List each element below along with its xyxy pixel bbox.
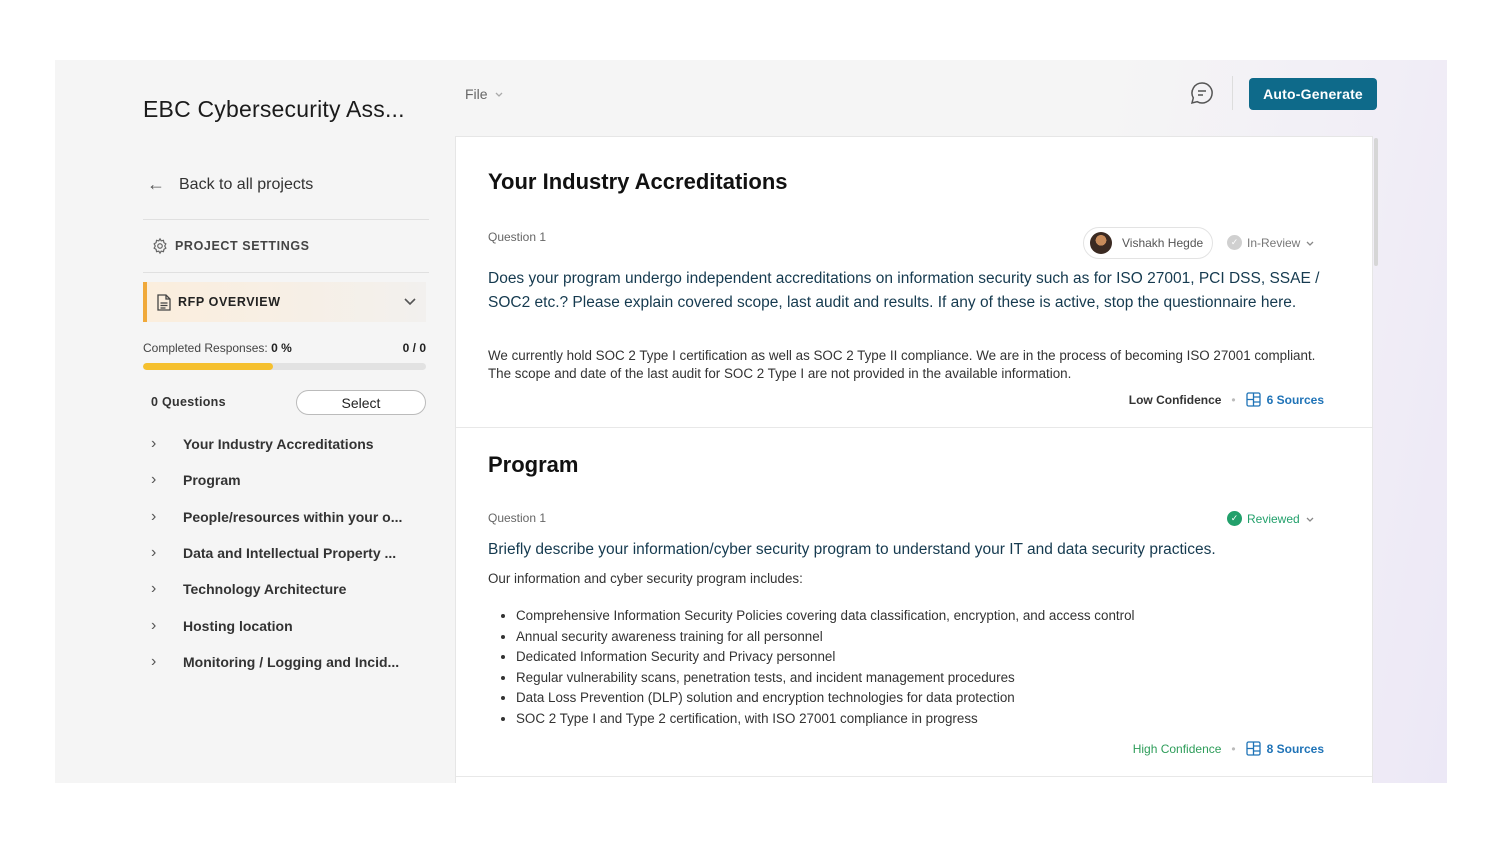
answer-bullet: • Annual security awareness training for all personnel xyxy=(516,627,1316,648)
chevron-down-icon xyxy=(1305,238,1315,248)
confidence-label: High Confidence xyxy=(1132,741,1222,756)
confidence-label: Low Confidence xyxy=(1128,392,1222,407)
completed-responses xyxy=(143,341,426,355)
chevron-right-icon: › xyxy=(151,616,157,634)
chevron-down-icon xyxy=(1305,514,1315,524)
toolbar-divider xyxy=(1232,76,1233,110)
section-label: Your Industry Accreditations xyxy=(183,436,374,453)
completed-ratio: 0 / 0 xyxy=(402,341,426,355)
answer-meta xyxy=(1133,741,1324,756)
select-button[interactable]: Select xyxy=(296,390,426,415)
assignee-chip[interactable] xyxy=(1083,227,1213,259)
question-label: Question 1 xyxy=(488,511,547,525)
section-item[interactable] xyxy=(151,644,431,680)
back-to-projects-link[interactable] xyxy=(147,174,313,195)
chat-icon[interactable] xyxy=(1189,80,1215,106)
section-title: Your Industry Accreditations xyxy=(488,169,788,194)
sources-count: 8 Sources xyxy=(1266,741,1324,756)
sources-icon xyxy=(1246,392,1261,407)
rfp-overview-toggle[interactable] xyxy=(143,282,426,322)
file-menu-label: File xyxy=(465,86,488,102)
status-label: Reviewed xyxy=(1247,511,1300,526)
status-dropdown[interactable] xyxy=(1227,235,1315,250)
sources-link[interactable] xyxy=(1246,741,1324,756)
file-menu[interactable] xyxy=(465,86,504,102)
progress-bar xyxy=(143,363,426,370)
progress-fill xyxy=(143,363,273,370)
divider xyxy=(143,272,429,273)
separator-dot: • xyxy=(1231,392,1236,407)
section-item[interactable] xyxy=(151,607,431,643)
separator-dot: • xyxy=(1231,741,1236,756)
answer-bullet: • Data Loss Prevention (DLP) solution and encryption technologies for data protection xyxy=(516,688,1316,709)
section-item[interactable] xyxy=(151,426,431,462)
section-item[interactable] xyxy=(151,571,431,607)
section-label: Technology Architecture xyxy=(183,581,347,598)
answer-text[interactable]: We currently hold SOC 2 Type I certification as well as SOC 2 Type II compliance. We are in the process of becoming ISO 27001 compliant. The scope and date of the last audit for SOC 2 Type I are not provided in the available information. xyxy=(488,348,1316,381)
answer-meta xyxy=(1129,392,1324,407)
question-label: Question 1 xyxy=(488,230,547,244)
status-dropdown[interactable] xyxy=(1227,511,1315,526)
assignee-name: Vishakh Hegde xyxy=(1122,236,1204,250)
answer-bullet: • Regular vulnerability scans, penetration tests, and incident management procedures xyxy=(516,668,1316,689)
rfp-overview-label: RFP OVERVIEW xyxy=(178,295,281,309)
chevron-right-icon: › xyxy=(151,435,157,453)
answer-bullet: • Comprehensive Information Security Policies covering data classification, encryption, and access control xyxy=(516,606,1316,627)
answer-bullet: • SOC 2 Type I and Type 2 certification, with ISO 27001 compliance in progress xyxy=(516,709,1316,730)
chevron-right-icon: › xyxy=(151,652,157,670)
section-item[interactable] xyxy=(151,535,431,571)
answer-intro[interactable]: Our information and cyber security program includes: xyxy=(488,571,803,586)
project-title: EBC Cybersecurity Ass... xyxy=(143,96,405,122)
document-icon xyxy=(157,294,171,311)
chevron-right-icon: › xyxy=(151,507,157,525)
back-link-label: Back to all projects xyxy=(179,175,314,193)
chevron-down-icon xyxy=(494,89,504,99)
avatar xyxy=(1090,232,1112,254)
questionnaire-panel xyxy=(455,136,1373,783)
project-settings-button[interactable] xyxy=(151,237,310,255)
gear-icon xyxy=(151,237,169,255)
section-list xyxy=(151,426,431,680)
project-settings-label: PROJECT SETTINGS xyxy=(175,239,310,253)
chevron-right-icon: › xyxy=(151,544,157,562)
arrow-left-icon: ← xyxy=(147,174,165,194)
completed-label: Completed Responses: xyxy=(143,341,268,355)
section-label: People/resources within your o... xyxy=(183,508,403,525)
answer-bullets xyxy=(516,606,1316,730)
section-item[interactable] xyxy=(151,499,431,535)
question-text: Does your program undergo independent accreditations on information security such as for ISO 27001, PCI DSS, SSAE / SOC2 etc.? Please explain covered scope, last audit and results. If any of these is active, stop the questionnaire here. xyxy=(488,270,1320,311)
auto-generate-button[interactable]: Auto-Generate xyxy=(1249,78,1377,110)
chevron-right-icon: › xyxy=(151,471,157,489)
sources-link[interactable] xyxy=(1246,392,1324,407)
question-text: Briefly describe your information/cyber security program to understand your IT and data security practices. xyxy=(488,541,1216,558)
section-label: Program xyxy=(183,472,241,489)
sources-icon xyxy=(1246,741,1261,756)
chevron-right-icon: › xyxy=(151,580,157,598)
sources-count: 6 Sources xyxy=(1266,392,1324,407)
divider xyxy=(143,219,429,220)
section-item[interactable] xyxy=(151,462,431,498)
answer-bullet: • Dedicated Information Security and Privacy personnel xyxy=(516,647,1316,668)
divider xyxy=(456,776,1373,777)
scrollbar[interactable] xyxy=(1374,138,1378,266)
section-title: Program xyxy=(488,452,579,477)
section-label: Hosting location xyxy=(183,617,293,634)
chevron-down-icon xyxy=(402,293,418,309)
completed-responses-text xyxy=(143,341,292,355)
app-window xyxy=(55,60,1447,783)
status-label: In-Review xyxy=(1247,235,1301,250)
completed-percent: 0 % xyxy=(271,341,292,355)
section-label: Monitoring / Logging and Incid... xyxy=(183,653,400,670)
questions-count: 0 Questions xyxy=(151,395,226,409)
check-circle-icon: ✓ xyxy=(1227,511,1242,526)
section-block xyxy=(456,137,1372,428)
section-label: Data and Intellectual Property ... xyxy=(183,545,397,562)
check-circle-icon: ✓ xyxy=(1227,235,1242,250)
